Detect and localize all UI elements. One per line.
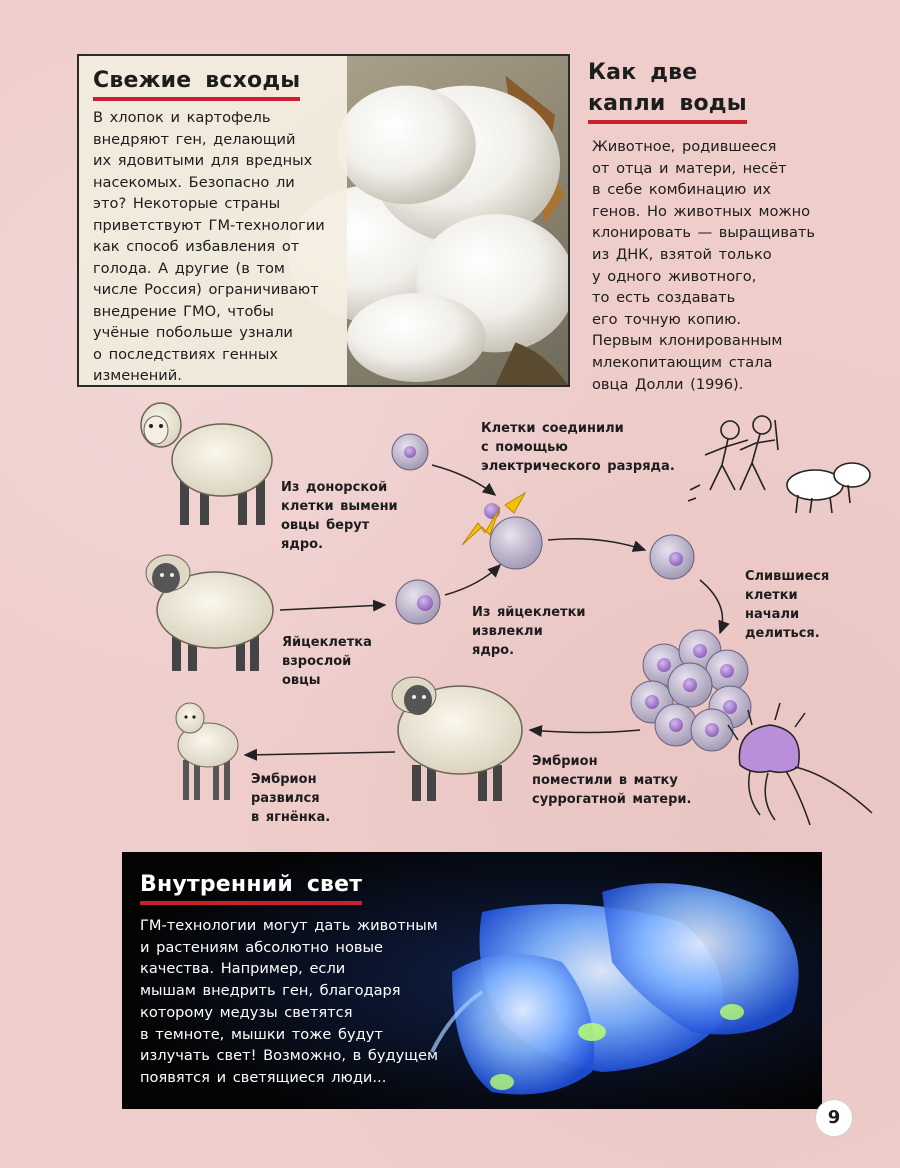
cotton-text-panel (79, 56, 347, 385)
text-line: Первым клонированным (592, 332, 783, 350)
fusing-cell (462, 493, 542, 569)
text-line: клонировать — выращивать (592, 224, 816, 242)
label-lamb (251, 770, 330, 827)
text-line: в темноте, мышки тоже будут (140, 1025, 383, 1043)
label-line: ядро. (472, 643, 515, 658)
arrow (700, 580, 723, 633)
label-line: поместили в матку (532, 773, 678, 788)
label-line: электрического разряда. (481, 459, 675, 474)
label-line: в ягнёнка. (251, 810, 331, 825)
label-line: Клетки соединили (481, 421, 624, 436)
label-line: овцы (282, 673, 321, 688)
arrow (548, 539, 645, 550)
label-line: ядро. (281, 537, 324, 552)
label-line: с помощью (481, 440, 568, 455)
label-egg (282, 633, 372, 690)
text-line: появятся и светящиеся люди... (140, 1068, 387, 1086)
text-line: от отца и матери, несёт (592, 159, 787, 177)
arrow (245, 752, 395, 755)
label-line: Слившиеся (745, 569, 830, 584)
jellyfish (728, 703, 872, 825)
label-line: суррогатной матери. (532, 792, 692, 807)
arrow (445, 565, 500, 595)
label-surrogate (532, 752, 691, 809)
cotton-sidebar (77, 54, 570, 387)
label-fused (481, 419, 675, 476)
text-line: о последствиях генных (93, 345, 279, 363)
glowing-mice-panel (122, 852, 822, 1109)
text-line: млекопитающим стала (592, 353, 773, 371)
label-line: развился (251, 791, 320, 806)
text-line: это? Некоторые страны (93, 195, 281, 212)
text-line: изменений. (93, 367, 182, 384)
stick-figures-doodle (688, 416, 870, 513)
glow-text-panel (140, 872, 490, 1089)
text-line: голода. А другие (в том (93, 259, 285, 277)
text-line: его точную копию. (592, 310, 742, 328)
text-line: как способ избавления от (93, 238, 300, 255)
label-dividing (745, 567, 829, 643)
egg-cell (396, 580, 440, 624)
arrow (280, 605, 385, 610)
text-line: то есть создавать (592, 289, 736, 307)
text-line: приветствуют ГМ-технологии (93, 216, 325, 234)
text-line: качества. Например, если (140, 960, 346, 978)
label-line: начали (745, 607, 800, 622)
text-line: числе Россия) ограничивают (93, 281, 319, 298)
text-line: ГМ-технологии могут дать животным (140, 917, 438, 934)
clone-section (588, 60, 888, 395)
egg-donor-sheep (146, 555, 273, 671)
cotton-title: Свежие всходы (93, 68, 300, 101)
label-line: Из яйцеклетки (472, 605, 586, 620)
text-line: мышам внедрить ген, благодаря (140, 982, 401, 1000)
text-line: В хлопок и картофель (93, 109, 271, 126)
lamb (176, 703, 238, 800)
cloning-diagram (0, 395, 900, 850)
text-line: генов. Но животных можно (592, 202, 811, 220)
text-line: и растениям абсолютно новые (140, 938, 383, 956)
label-extract (472, 603, 586, 660)
label-line: делиться. (745, 626, 820, 641)
text-line: излучать свет! Возможно, в будущем (140, 1047, 438, 1065)
text-line: в себе комбинацию их (592, 181, 772, 199)
clone-paragraph (592, 136, 888, 395)
surrogate-sheep (392, 677, 522, 801)
arrow (530, 730, 640, 733)
fused-cell (650, 535, 694, 579)
text-line: учёные побольше узнали (93, 324, 293, 341)
glow-title: Внутренний свет (140, 872, 362, 905)
label-line: взрослой (282, 654, 352, 669)
udder-cell (392, 434, 428, 470)
label-line: Из донорской (281, 480, 388, 495)
text-line: внедрение ГМО, чтобы (93, 302, 274, 320)
clone-title-line-2: капли воды (588, 91, 747, 124)
label-line: Эмбрион (251, 772, 317, 787)
text-line: насекомых. Безопасно ли (93, 173, 295, 191)
cotton-paragraph (93, 107, 337, 387)
label-line: Яйцеклетка (282, 635, 372, 650)
label-line: овцы берут (281, 518, 370, 533)
clone-title-line-1: Как две (588, 60, 698, 85)
text-line: Животное, родившееся (592, 138, 777, 155)
label-line: клетки вымени (281, 499, 398, 514)
text-line: их ядовитыми для вредных (93, 152, 313, 169)
text-line: внедряют ген, делающий (93, 130, 296, 148)
donor-sheep (141, 403, 272, 525)
label-line: Эмбрион (532, 754, 598, 769)
text-line: которому медузы светятся (140, 1003, 353, 1021)
label-line: клетки (745, 588, 798, 603)
text-line: у одного животного, (592, 267, 757, 285)
label-line: извлекли (472, 624, 543, 639)
glow-paragraph (140, 915, 490, 1089)
text-line: из ДНК, взятой только (592, 245, 772, 263)
page-number: 9 (815, 1099, 853, 1137)
label-donor (281, 478, 398, 554)
text-line: овца Долли (1996). (592, 375, 744, 393)
